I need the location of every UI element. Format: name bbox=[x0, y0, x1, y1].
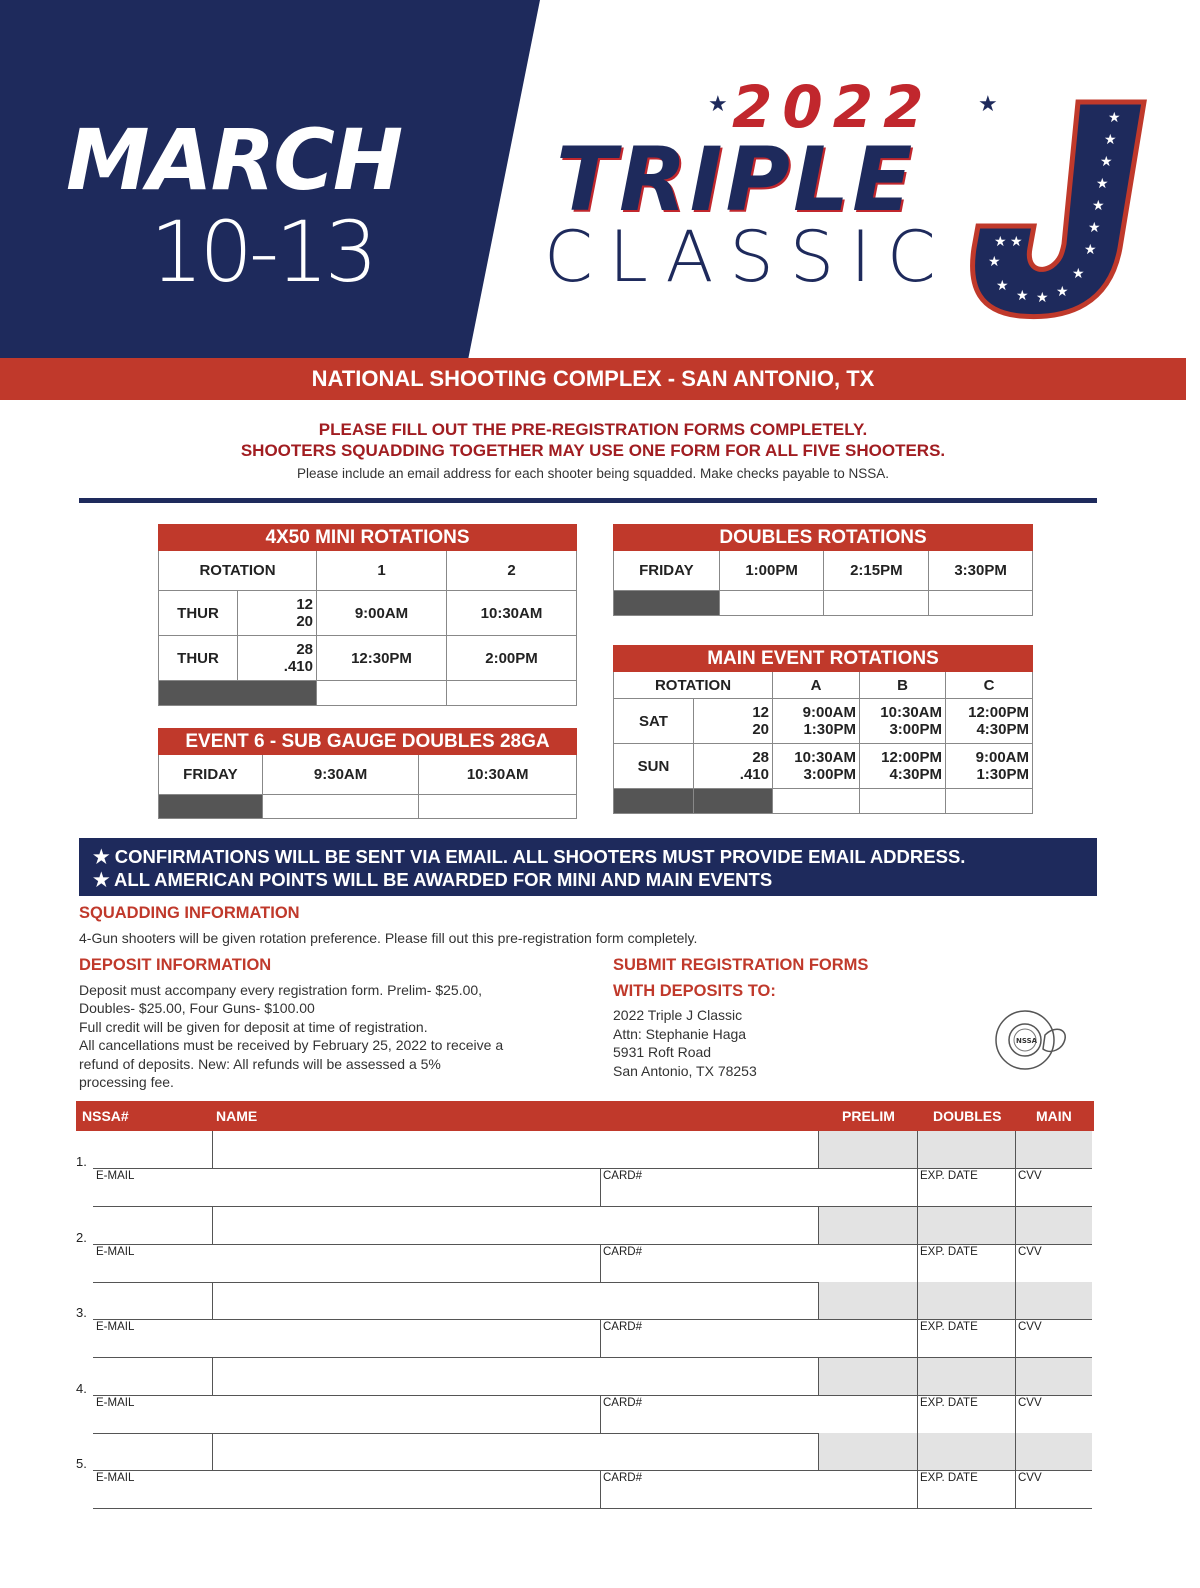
rotation-day: FRIDAY bbox=[614, 551, 720, 591]
rotation-day: SUN bbox=[614, 744, 694, 789]
row-divider bbox=[93, 1395, 1092, 1396]
table-title: EVENT 6 - SUB GAUGE DOUBLES 28GA bbox=[159, 729, 577, 755]
mini-rotations-table bbox=[158, 524, 577, 706]
rotation-time: 9:00AM 1:30PM bbox=[773, 699, 860, 744]
row-divider bbox=[93, 1168, 1092, 1169]
email-label: E-MAIL bbox=[96, 1472, 135, 1485]
rotation-time: 9:00AM 1:30PM bbox=[946, 744, 1033, 789]
column-header-name: NAME bbox=[216, 1108, 258, 1124]
email-label: E-MAIL bbox=[96, 1396, 135, 1409]
filled-cell bbox=[694, 789, 773, 814]
svg-text:★: ★ bbox=[1092, 198, 1105, 214]
event-month: MARCH bbox=[66, 111, 402, 209]
column-divider bbox=[212, 1433, 213, 1470]
entry-cell[interactable] bbox=[419, 795, 577, 819]
doubles-rotations-table bbox=[613, 524, 1033, 616]
rotation-time: 12:00PM 4:30PM bbox=[946, 699, 1033, 744]
column-divider bbox=[818, 1207, 819, 1244]
svg-text:★: ★ bbox=[1016, 288, 1029, 304]
instruction-line-2: SHOOTERS SQUADDING TOGETHER MAY USE ONE FORM FOR ALL FIVE SHOOTERS. bbox=[240, 441, 946, 460]
event-entry-cells[interactable] bbox=[818, 1131, 1092, 1168]
svg-text:★: ★ bbox=[1100, 154, 1113, 170]
entry-cell[interactable] bbox=[946, 789, 1033, 814]
row-number: 3. bbox=[76, 1305, 87, 1321]
svg-text:★: ★ bbox=[1072, 266, 1085, 282]
rotation-time: 9:30AM bbox=[262, 755, 419, 795]
cvv-label: CVV bbox=[1018, 1321, 1042, 1334]
mailing-address: 2022 Triple J Classic Attn: Stephanie Haga 5931 Roft Road San Antonio, TX 78253 bbox=[613, 1007, 757, 1080]
gauge-cell: 28 .410 bbox=[694, 744, 773, 789]
star-icon: ★ bbox=[978, 92, 998, 117]
exp-date-label: EXP. DATE bbox=[920, 1245, 978, 1258]
rotation-time: 12:30PM bbox=[317, 636, 447, 681]
column-divider bbox=[818, 1282, 819, 1319]
filled-cell bbox=[159, 681, 317, 706]
event-title-classic: CLASSIC bbox=[544, 216, 952, 298]
column-header-nssa: NSSA# bbox=[82, 1108, 129, 1124]
row-divider bbox=[93, 1470, 1092, 1471]
event-dates: 10-13 bbox=[150, 203, 375, 301]
svg-text:★: ★ bbox=[1036, 290, 1049, 306]
column-header-prelim: PRELIM bbox=[842, 1108, 895, 1124]
svg-text:★: ★ bbox=[1088, 220, 1101, 236]
venue-bar: NATIONAL SHOOTING COMPLEX - SAN ANTONIO, TX bbox=[0, 358, 1186, 400]
entry-cell[interactable] bbox=[929, 591, 1033, 616]
event-entry-cells[interactable] bbox=[818, 1433, 1092, 1470]
entry-cell[interactable] bbox=[860, 789, 946, 814]
form-header bbox=[76, 1101, 1094, 1131]
svg-text:★: ★ bbox=[1010, 234, 1023, 250]
gauge-cell: 28 .410 bbox=[238, 636, 317, 681]
svg-text:★: ★ bbox=[994, 234, 1007, 250]
row-number: 1. bbox=[76, 1154, 87, 1169]
row-divider bbox=[93, 1508, 1092, 1509]
row-divider bbox=[93, 1319, 1092, 1320]
exp-date-label: EXP. DATE bbox=[920, 1321, 978, 1334]
column-header: B bbox=[860, 672, 946, 699]
card-label: CARD# bbox=[603, 1396, 642, 1409]
event-entry-cells[interactable] bbox=[818, 1282, 1092, 1319]
rotation-day: THUR bbox=[159, 591, 238, 636]
column-header-main: MAIN bbox=[1036, 1108, 1072, 1124]
cvv-label: CVV bbox=[1018, 1396, 1042, 1409]
entry-cell[interactable] bbox=[447, 681, 577, 706]
column-divider bbox=[212, 1131, 213, 1168]
email-label: E-MAIL bbox=[96, 1170, 135, 1182]
card-label: CARD# bbox=[603, 1472, 642, 1485]
instruction-line-3: Please include an email address for each shooter being squadded. Make checks payable to NSSA. bbox=[296, 466, 890, 481]
table-title: DOUBLES ROTATIONS bbox=[614, 525, 1033, 551]
column-divider bbox=[1015, 1282, 1016, 1357]
svg-text:★: ★ bbox=[988, 254, 1001, 270]
column-divider bbox=[600, 1244, 601, 1282]
column-divider bbox=[917, 1282, 918, 1357]
submit-heading-2: WITH DEPOSITS TO: bbox=[613, 982, 776, 1000]
entry-cell[interactable] bbox=[719, 591, 824, 616]
rotation-day: SAT bbox=[614, 699, 694, 744]
column-divider bbox=[600, 1470, 601, 1508]
rotation-day: THUR bbox=[159, 636, 238, 681]
filled-cell bbox=[614, 789, 694, 814]
column-divider bbox=[212, 1282, 213, 1319]
column-header: 2 bbox=[447, 551, 577, 591]
notice-line-1: ★ CONFIRMATIONS WILL BE SENT VIA EMAIL. ALL SHOOTERS MUST PROVIDE EMAIL ADDRESS. bbox=[93, 846, 966, 867]
card-label: CARD# bbox=[603, 1321, 642, 1334]
star-icon: ★ bbox=[708, 92, 728, 117]
entry-cell[interactable] bbox=[317, 681, 447, 706]
nssa-seal-logo bbox=[985, 1005, 1073, 1075]
column-divider bbox=[212, 1207, 213, 1244]
column-divider bbox=[600, 1168, 601, 1206]
squadding-text: 4-Gun shooters will be given rotation preference. Please fill out this pre-registration form completely. bbox=[79, 930, 698, 946]
rotation-time: 10:30AM 3:00PM bbox=[773, 744, 860, 789]
entry-cell[interactable] bbox=[262, 795, 419, 819]
instruction-line-1: PLEASE FILL OUT THE PRE-REGISTRATION FORMS COMPLETELY. bbox=[318, 420, 868, 439]
rotation-time: 3:30PM bbox=[929, 551, 1033, 591]
entry-cell[interactable] bbox=[824, 591, 929, 616]
rotation-day: FRIDAY bbox=[159, 755, 263, 795]
event-entry-cells[interactable] bbox=[818, 1358, 1092, 1395]
column-header: ROTATION bbox=[614, 672, 773, 699]
column-header: 1 bbox=[317, 551, 447, 591]
j-logo bbox=[960, 98, 1150, 323]
column-divider bbox=[600, 1319, 601, 1357]
gauge-cell: 12 20 bbox=[238, 591, 317, 636]
svg-text:★: ★ bbox=[1104, 132, 1117, 148]
svg-text:★: ★ bbox=[1108, 110, 1121, 126]
row-number: 2. bbox=[76, 1229, 87, 1245]
rotation-time: 2:00PM bbox=[447, 636, 577, 681]
row-number: 4. bbox=[76, 1380, 87, 1396]
rotation-time: 10:30AM 3:00PM bbox=[860, 699, 946, 744]
column-divider bbox=[818, 1131, 819, 1168]
cvv-label: CVV bbox=[1018, 1472, 1042, 1485]
column-divider bbox=[212, 1358, 213, 1395]
filled-cell bbox=[614, 591, 720, 616]
column-divider bbox=[917, 1207, 918, 1282]
rotation-time: 2:15PM bbox=[824, 551, 929, 591]
exp-date-label: EXP. DATE bbox=[920, 1472, 978, 1485]
deposit-text: Deposit must accompany every registration form. Prelim- $25.00, Doubles- $25.00, Four Guns- $100.00 Full credit will be given for deposit at time of registration. All cancellations must be received by February 25, 2022 to receive a refund of deposits. New: All refunds will be assessed a 5% processing fee. bbox=[79, 982, 504, 1091]
notice-banner bbox=[79, 838, 1097, 896]
table-title: MAIN EVENT ROTATIONS bbox=[614, 646, 1033, 672]
event-year: 2022 bbox=[732, 73, 934, 141]
exp-date-label: EXP. DATE bbox=[920, 1170, 978, 1182]
notice-line-2: ★ ALL AMERICAN POINTS WILL BE AWARDED FOR MINI AND MAIN EVENTS bbox=[93, 869, 773, 891]
rotation-time: 10:30AM bbox=[447, 591, 577, 636]
event6-table bbox=[158, 728, 577, 819]
main-event-rotations-table bbox=[613, 645, 1033, 814]
svg-text:★: ★ bbox=[1084, 242, 1097, 258]
row-number: 5. bbox=[76, 1456, 87, 1472]
entry-cell[interactable] bbox=[773, 789, 860, 814]
column-divider bbox=[1015, 1358, 1016, 1433]
column-divider bbox=[1015, 1433, 1016, 1508]
column-divider bbox=[917, 1433, 918, 1508]
column-header: A bbox=[773, 672, 860, 699]
cvv-label: CVV bbox=[1018, 1245, 1042, 1258]
card-label: CARD# bbox=[603, 1245, 642, 1258]
divider bbox=[79, 498, 1097, 503]
table-title: 4X50 MINI ROTATIONS bbox=[159, 525, 577, 551]
svg-text:NSSA: NSSA bbox=[1016, 1037, 1038, 1045]
rotation-time: 9:00AM bbox=[317, 591, 447, 636]
exp-date-label: EXP. DATE bbox=[920, 1396, 978, 1409]
rotation-time: 10:30AM bbox=[419, 755, 577, 795]
svg-text:★: ★ bbox=[1096, 176, 1109, 192]
event-title-triple: TRIPLE bbox=[556, 128, 916, 231]
column-divider bbox=[600, 1395, 601, 1433]
column-divider bbox=[1015, 1131, 1016, 1206]
svg-text:★: ★ bbox=[1056, 284, 1069, 300]
event-entry-cells[interactable] bbox=[818, 1207, 1092, 1244]
column-divider bbox=[818, 1433, 819, 1470]
card-label: CARD# bbox=[603, 1170, 642, 1182]
row-divider bbox=[93, 1244, 1092, 1245]
deposit-heading: DEPOSIT INFORMATION bbox=[79, 956, 272, 974]
column-divider bbox=[1015, 1207, 1016, 1282]
cvv-label: CVV bbox=[1018, 1170, 1042, 1182]
rotation-time: 1:00PM bbox=[719, 551, 824, 591]
gauge-cell: 12 20 bbox=[694, 699, 773, 744]
column-divider bbox=[917, 1131, 918, 1206]
column-header-doubles: DOUBLES bbox=[933, 1108, 1002, 1124]
submit-heading: SUBMIT REGISTRATION FORMS bbox=[613, 956, 869, 974]
filled-cell bbox=[159, 795, 263, 819]
svg-text:★: ★ bbox=[996, 278, 1009, 294]
email-label: E-MAIL bbox=[96, 1321, 135, 1334]
column-header: ROTATION bbox=[159, 551, 317, 591]
column-divider bbox=[917, 1358, 918, 1433]
column-header: C bbox=[946, 672, 1033, 699]
column-divider bbox=[818, 1358, 819, 1395]
email-label: E-MAIL bbox=[96, 1245, 135, 1258]
rotation-time: 12:00PM 4:30PM bbox=[860, 744, 946, 789]
squadding-heading: SQUADDING INFORMATION bbox=[79, 904, 300, 922]
